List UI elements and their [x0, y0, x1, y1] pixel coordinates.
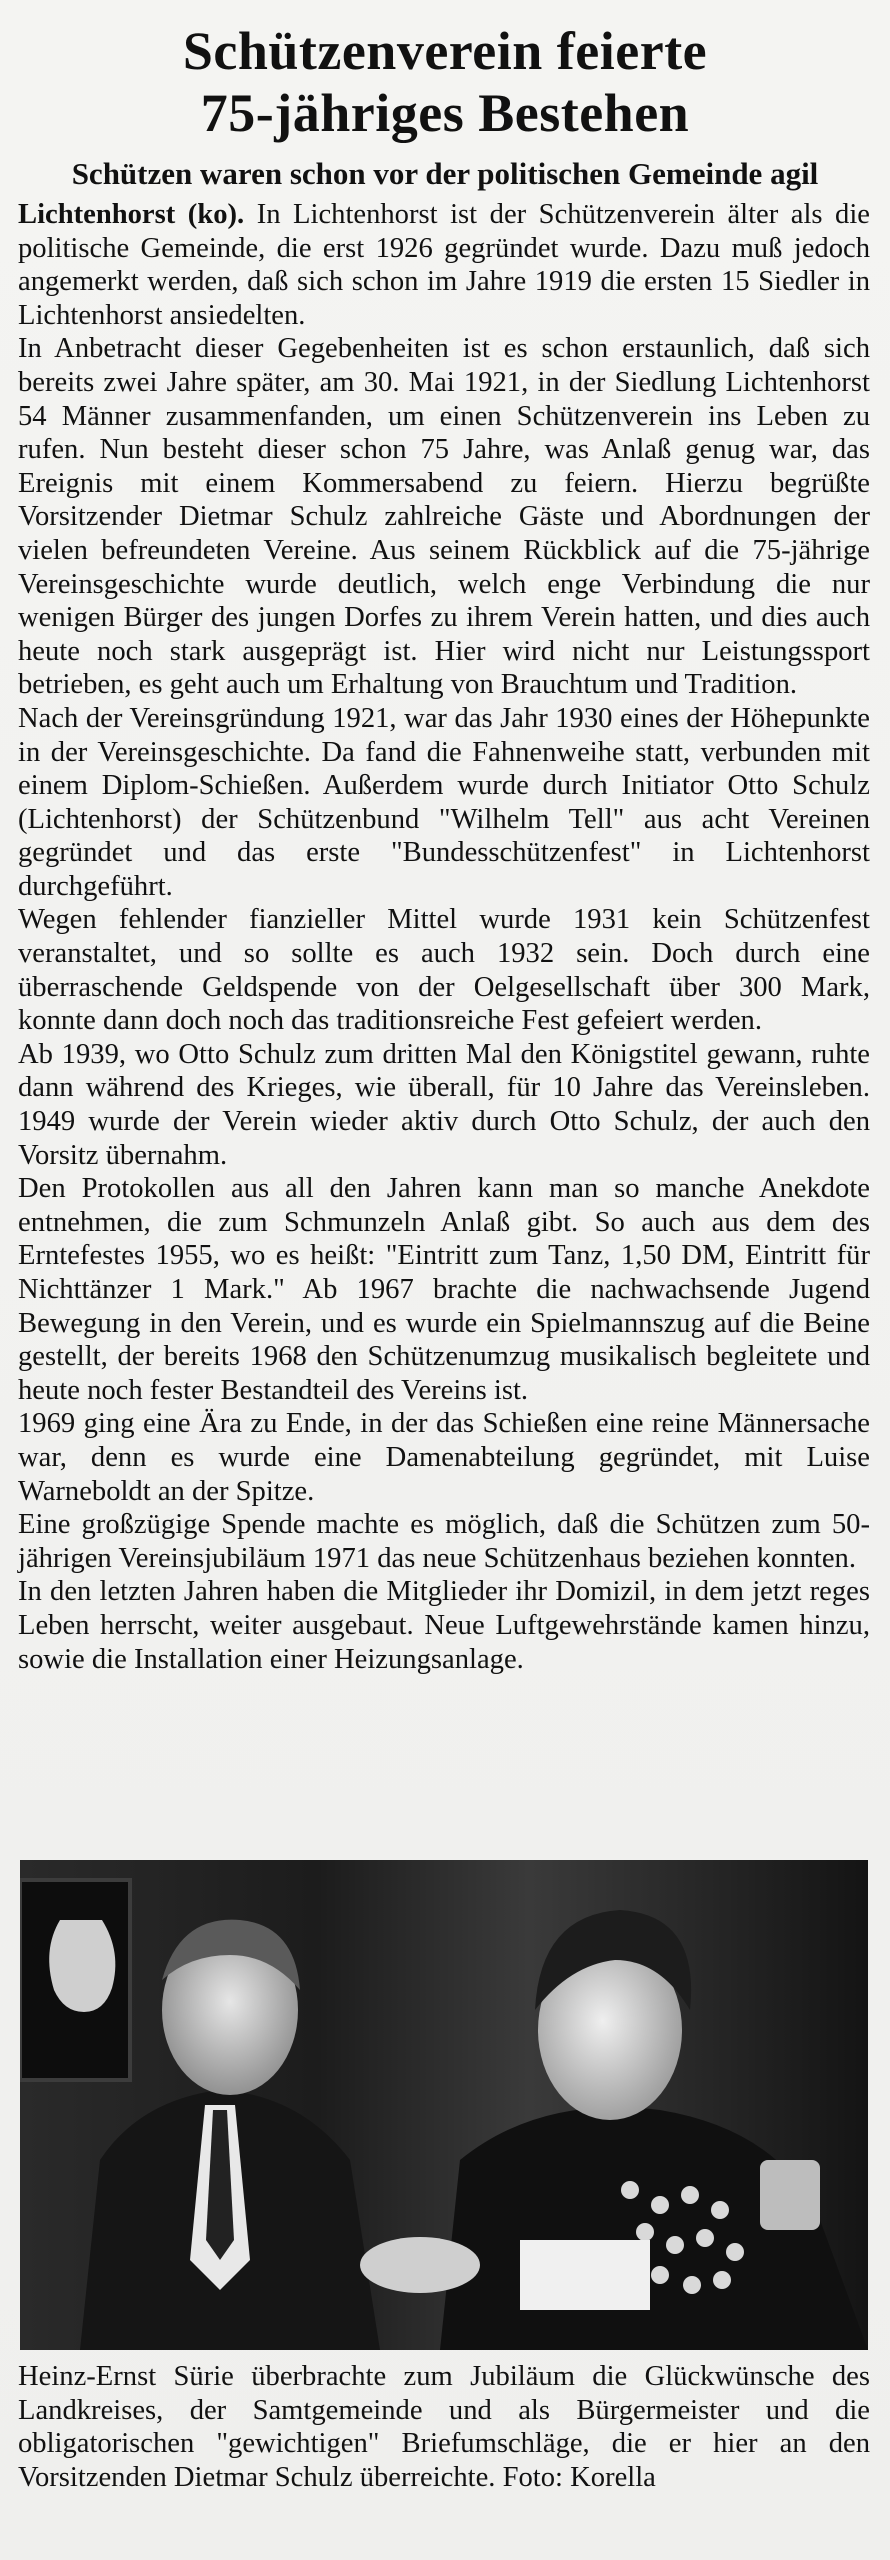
photo-caption: Heinz-Ernst Sürie überbrachte zum Jubiläum die Glückwünsche des Landkreises, der Samtgemeinde und als Bürgermeister und die obligatorischen "gewichtigen" Briefumschläge, die er hier an den Vorsitzenden Dietmar Schulz überreichte. Foto: Korella: [18, 2361, 870, 2493]
article-body: [18, 198, 870, 1676]
handshake-photo: [20, 1860, 868, 2350]
article-paragraph: Nach der Vereinsgründung 1921, war das Jahr 1930 eines der Höhepunkte in der Vereinsgeschichte. Da fand die Fahnenweihe statt, verbunden mit einem Diplom-Schießen. Außerdem wurde durch Initiator Otto Schulz (Lichtenhorst) der Schützenbund "Wilhelm Tell" aus acht Vereinen gegründet und das erste "Bundesschützenfest" in Lichtenhorst durchgeführt.: [18, 702, 870, 902]
paragraph-text: In Lichtenhorst ist der Schützenverein älter als die politische Gemeinde, die erst 1926 gegründet wurde. Dazu muß jedoch angemerkt werden, daß sich schon im Jahre 1919 die ersten 15 Siedler in Lichtenhorst ansiedelten.: [18, 199, 870, 331]
article-paragraph: 1969 ging eine Ära zu Ende, in der das Schießen eine reine Männersache war, denn es wurde eine Damenabteilung gegründet, mit Luise Warneboldt an der Spitze.: [18, 1408, 870, 1507]
envelope: [520, 2240, 650, 2310]
photo-illustration: [20, 1860, 868, 2350]
dateline: Lichtenhorst (ko).: [18, 199, 245, 230]
article-paragraph: [18, 198, 870, 332]
headline-line-1: Schützenverein feierte: [182, 21, 708, 81]
handshake: [360, 2237, 480, 2293]
article-paragraph: Ab 1939, wo Otto Schulz zum dritten Mal den Königstitel gewann, ruhte dann während des Krieges, wie überall, für 10 Jahre das Vereinsleben. 1949 wurde der Verein wieder aktiv durch Otto Schulz, der auch den Vorsitz übernahm.: [18, 1038, 870, 1171]
article-paragraph: Wegen fehlender fianzieller Mittel wurde 1931 kein Schützenfest veranstaltet, und so sollte es auch 1932 sein. Doch durch eine überraschende Geldspende von der Oelgesellschaft über 300 Mark, konnte dann doch noch das traditionsreiche Fest gefeiert werden.: [18, 904, 870, 1037]
shoulder-cord: [760, 2160, 820, 2230]
headline-line-2: 75-jähriges Bestehen: [200, 83, 690, 143]
article-paragraph: In den letzten Jahren haben die Mitglieder ihr Domizil, in dem jetzt reges Leben herrscht, weiter ausgebaut. Neue Luftgewehrstände kamen hinzu, sowie die Installation einer Heizungsanlage.: [18, 1576, 870, 1675]
article-paragraph: Den Protokollen aus all den Jahren kann man so manche Anekdote entnehmen, die zum Schmunzeln Anlaß gibt. So auch aus dem des Erntefestes 1955, wo es heißt: "Eintritt zum Tanz, 1,50 DM, Eintritt für Nichttänzer 1 Mark." Ab 1967 brachte die nachwachsende Jugend Bewegung in den Verein, und es wurde ein Spielmannszug auf die Beine gestellt, der bereits 1968 den Schützenumzug musikalisch begleitete und heute noch fester Bestandteil des Vereins ist.: [18, 1173, 870, 1406]
article-paragraph: Eine großzügige Spende machte es möglich, daß die Schützen zum 50-jährigen Vereinsjubiläum 1971 das neue Schützenhaus beziehen konnten.: [18, 1509, 870, 1574]
article-paragraph: In Anbetracht dieser Gegebenheiten ist es schon erstaunlich, daß sich bereits zwei Jahre später, am 30. Mai 1921, in der Siedlung Lichtenhorst 54 Männer zusammenfanden, um einen Schützenverein ins Leben zu rufen. Nun besteht dieser schon 75 Jahre, was Anlaß genug war, das Ereignis mit einem Kommersabend zu feiern. Hierzu begrüßte Vorsitzender Dietmar Schulz zahlreiche Gäste und Abordnungen der vielen befreundeten Vereine. Aus seinem Rückblick auf die 75-jährige Vereinsgeschichte wurde deutlich, welch enge Verbindung die nur wenigen Bürger des jungen Dorfes zu ihrem Verein hatten, und dies auch heute noch stark ausgeprägt ist. Hier wird nicht nur Leistungssport betrieben, es geht auch um Erhaltung von Brauchtum und Tradition.: [18, 333, 870, 701]
subheadline: Schützen waren schon vor der politischen Gemeinde agil: [71, 156, 819, 191]
vase-icon: [49, 1920, 115, 2012]
